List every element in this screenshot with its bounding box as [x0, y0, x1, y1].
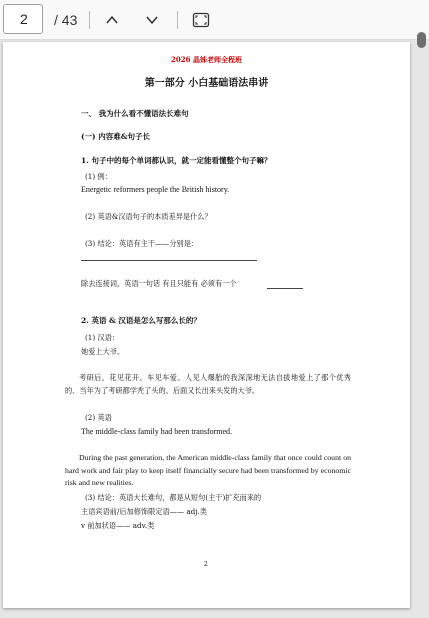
text-line: 除去连接词，英语一句话 有且只能有 必须有一个: [81, 279, 237, 288]
vertical-scrollbar[interactable]: [414, 40, 429, 618]
subsection-heading: (一) 内容难&句子长: [81, 132, 150, 141]
section-heading: 一、 我为什么看不懂语法长难句: [81, 109, 189, 118]
blank-line: [267, 288, 303, 289]
page-footer-number: 2: [204, 561, 208, 568]
document-header: 2026 晶姊老师全程班: [171, 55, 242, 64]
text-line: (1) 汉语：: [85, 333, 120, 342]
chinese-paragraph: 考研后，花见花开、车见车爱、人见人爆胎的我深深地无法自拔地爱上了那个优秀的、当年为了考研都学秃了头的、后面又长出来头发的大爷。: [65, 373, 351, 395]
text-line: 她爱上大爷。: [81, 347, 125, 356]
fit-page-button[interactable]: [189, 8, 213, 32]
page-number-input[interactable]: 2: [3, 4, 43, 34]
scrollbar-thumb[interactable]: [417, 32, 426, 48]
text-line: 主语宾语前/后加修饰限定语—— adj.类: [81, 507, 207, 516]
text-line: (2) 英语&汉语句子的本质差异是什么？: [85, 212, 212, 221]
english-paragraph: During the past generation, the American middle-class family that once could count on hard work and fair play to keep itself financially secure had been transformed by economic risk and new realities.: [65, 453, 351, 487]
toolbar-divider: [177, 11, 178, 29]
chevron-down-icon: [144, 12, 160, 28]
text-line: v 前加状语—— adv.类: [81, 521, 155, 530]
pdf-page: [3, 42, 410, 608]
text-line: (3) 结论：英语有主干——分别是：: [85, 239, 199, 248]
page-title: 第一部分 小白基础语法串讲: [144, 78, 269, 89]
fit-page-icon: [192, 12, 210, 28]
question-heading: 1. 句子中的每个单词都认识，就一定能看懂整个句子嘛？: [81, 156, 272, 165]
english-example: Energetic reformers people the British history.: [81, 185, 230, 194]
pdf-toolbar: [0, 0, 429, 40]
question-heading: 2. 英语 & 汉语是怎么写那么长的？: [81, 316, 201, 325]
toolbar-divider: [89, 11, 90, 29]
previous-page-button[interactable]: [100, 8, 124, 32]
text-line: (1) 例：: [85, 172, 112, 181]
text-line: (2) 英语: [85, 413, 112, 422]
blank-line: [81, 260, 257, 261]
text-line: (3) 结论：英语大长难句，都是从短句(主干)扩充而来的: [85, 493, 262, 502]
page-total-label: / 43: [54, 12, 78, 28]
chevron-up-icon: [104, 12, 120, 28]
english-example: The middle-class family had been transformed.: [81, 427, 233, 436]
next-page-button[interactable]: [140, 8, 164, 32]
